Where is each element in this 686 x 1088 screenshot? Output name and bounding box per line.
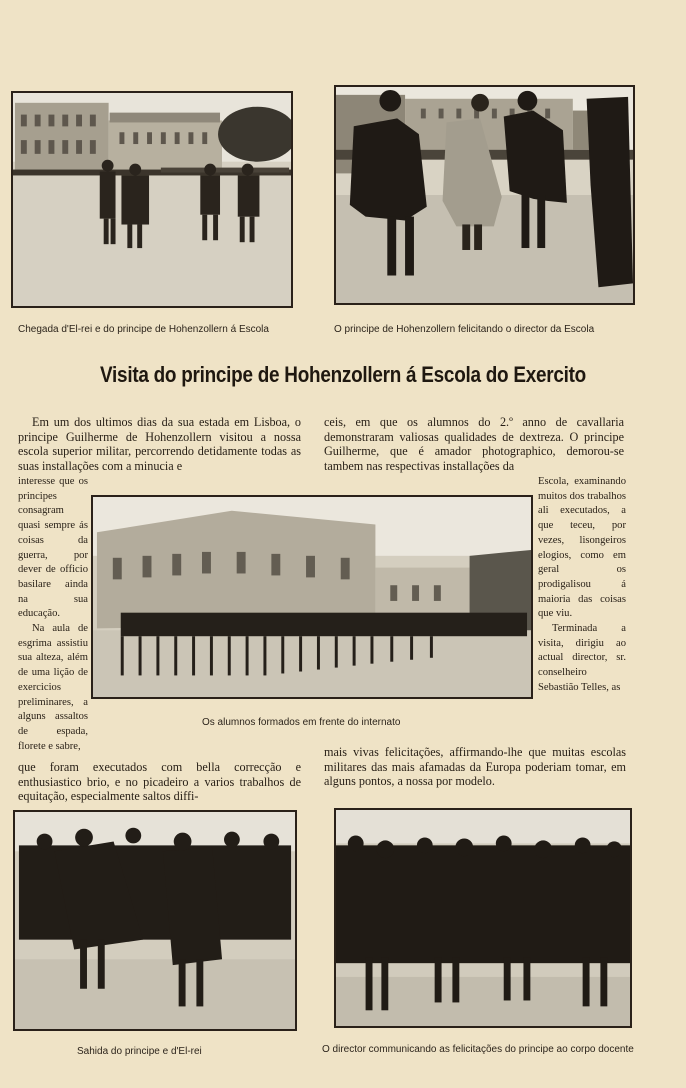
photo-departure-image [15,812,295,1029]
photo-formation [91,495,533,699]
caption-departure: Sahida do principe e d'El-rei [77,1046,202,1057]
article-paragraph: interesse que os principes consagram quasi sempre ás coisas da guerra, por dever de officio basilare ainda na sua educação. [18,476,88,620]
photo-officers-image [336,810,630,1026]
article-paragraph: que foram executados com bella correcção e enthusiastico brio, e no picadeiro a varios trabalhos de equitação, especialmente saltos diffi- [18,760,301,804]
article-left-bottom [18,760,301,804]
article-left-narrow [18,475,88,754]
article-paragraph: Terminada a visita, dirigiu ao actual director, sr. conselheiro Sebastião Telles, as [538,623,626,693]
article-right-bottom [324,745,626,789]
article-right-narrow [538,475,626,696]
caption-formation: Os alumnos formados em frente do internato [202,717,401,728]
photo-formation-image [93,497,531,697]
article-left-top [18,415,301,474]
caption-arrival: Chegada d'El-rei e do principe de Hohenzollern á Escola [18,324,269,335]
photo-departure [13,810,297,1031]
article-paragraph: ceis, em que os alumnos do 2.º anno de cavallaria demonstraram valiosas qualidades de dextreza. O principe Guilherme, que é amador photographico, demorou-se tambem nas respectivas installações da [324,415,624,474]
caption-greeting: O principe de Hohenzollern felicitando o director da Escola [334,324,595,335]
photo-arrival [11,91,293,308]
article-paragraph: mais vivas felicitações, affirmando-lhe que muitas escolas militares das mais afamadas da Europa poderiam tomar, em alguns pontos, a nossa por modelo. [324,745,626,789]
article-paragraph: Em um dos ultimos dias da sua estada em Lisboa, o principe Guilherme de Hohenzollern visitou a nossa escola superior militar, percorrendo detidamente todas as suas installações com a minucia e [18,415,301,474]
article-paragraph: Na aula de esgrima assistiu sua alteza, além de uma lição de exercicios preliminares, a alguns assaltos de espada, florete e sabre, [18,623,88,752]
article-paragraph: Escola, examinando muitos dos trabalhos ali executados, a que teceu, por vezes, lisongeiros elogios, como em geral os prodigalisou á maioria das coisas que viu. [538,476,626,620]
photo-officers [334,808,632,1028]
article-right-top [324,415,624,474]
caption-officers: O director communicando as felicitações do principe ao corpo docente [322,1044,634,1055]
photo-arrival-image [13,93,291,306]
photo-greeting [334,85,635,305]
page-title: Visita do principe de Hohenzollern á Escola do Exercito [100,362,586,387]
photo-greeting-image [336,87,633,303]
